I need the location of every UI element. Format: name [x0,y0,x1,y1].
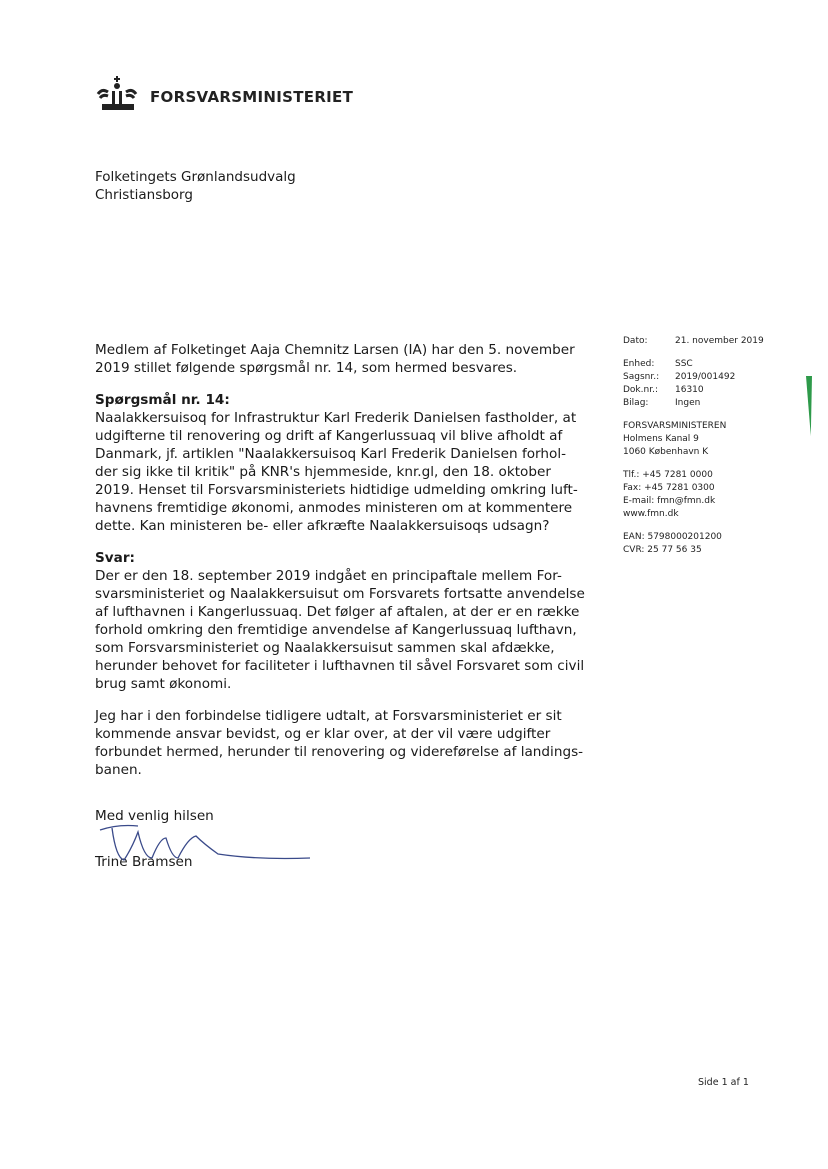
sender-address [623,420,764,459]
cvr-number: CVR: 25 77 56 35 [623,545,702,555]
crown-logo-icon [94,76,142,112]
page-number: Side 1 af 1 [698,1077,749,1088]
meta-row [623,384,764,397]
question-line: udgifterne til renovering og drift af Kangerlussuaq vil blive afholdt af [95,428,563,444]
question-heading: Spørgsmål nr. 14: [95,392,230,408]
intro-line: 2019 stillet følgende spørgsmål nr. 14, som hermed besvares. [95,360,518,376]
identifiers [623,531,764,557]
question-line: 2019. Henset til Forsvarsministeriets hidtidige udmelding omkring luft- [95,482,578,498]
answer-heading: Svar: [95,550,135,566]
letterhead [94,76,353,112]
recipient-line: Folketingets Grønlandsudvalg [95,169,296,185]
letter-metadata [623,335,764,567]
date-label: Dato: [623,336,648,346]
meta-row [623,397,764,410]
date-row [623,335,764,348]
answer-line: som Forsvarsministeriet og Naalakkersuisut sammen skal afdække, [95,640,555,656]
answer-line: brug samt økonomi. [95,676,232,692]
letter-body [95,341,595,779]
ean-number: EAN: 5798000201200 [623,532,722,542]
address-line: FORSVARSMINISTEREN [623,421,727,431]
meta-row [623,358,764,371]
intro-line: Medlem af Folketinget Aaja Chemnitz Larsen (IA) har den 5. november [95,342,575,358]
answer-line: forbundet hermed, herunder til renovering og videreførelse af landings- [95,744,584,760]
meta-value: 2019/001492 [675,372,736,382]
phone: Tlf.: +45 7281 0000 [623,470,713,480]
meta-label: Dok.nr.: [623,385,658,395]
fax: Fax: +45 7281 0300 [623,483,715,493]
meta-value: 16310 [675,385,704,395]
address-line: 1060 København K [623,447,709,457]
recipient-line: Christiansborg [95,187,193,203]
address-line: Holmens Kanal 9 [623,434,699,444]
scan-mark [806,376,812,436]
signatory-name: Trine Bramsen [95,854,193,870]
answer-line: banen. [95,762,142,778]
answer-line: Jeg har i den forbindelse tidligere udtalt, at Forsvarsministeriet er sit [95,708,562,724]
answer-line: svarsministeriet og Naalakkersuisut om Forsvarets fortsatte anvendelse [95,586,585,602]
question-line: havnens fremtidige økonomi, anmodes ministeren om at kommentere [95,500,573,516]
question-line: der sig ikke til kritik" på KNR's hjemmeside, knr.gl, den 18. oktober [95,464,551,480]
question-line: Naalakkersuisoq for Infrastruktur Karl Frederik Danielsen fastholder, at [95,410,577,426]
date-value: 21. november 2019 [675,336,764,346]
contact-info [623,469,764,521]
closing-greeting: Med venlig hilsen [95,808,214,824]
website: www.fmn.dk [623,509,679,519]
meta-label: Enhed: [623,359,655,369]
meta-label: Sagsnr.: [623,372,660,382]
meta-label: Bilag: [623,398,649,408]
recipient-address [95,168,296,204]
meta-row [623,371,764,384]
question-line: dette. Kan ministeren be- eller afkræfte Naalakkersuisoqs udsagn? [95,518,550,534]
answer-line: af lufthavnen i Kangerlussuaq. Det følger af aftalen, at der er en række [95,604,580,620]
meta-value: SSC [675,359,693,369]
question-line: Danmark, jf. artiklen "Naalakkersuisoq Karl Frederik Danielsen forhol- [95,446,567,462]
email: E-mail: fmn@fmn.dk [623,496,716,506]
answer-line: kommende ansvar bevidst, og er klar over, at der vil være udgifter [95,726,551,742]
answer-line: forhold omkring den fremtidige anvendelse af Kangerlussuaq lufthavn, [95,622,577,638]
org-name: FORSVARSMINISTERIET [150,88,354,106]
answer-line: Der er den 18. september 2019 indgået en principaftale mellem For- [95,568,562,584]
meta-value: Ingen [675,398,701,408]
handwritten-signature [98,818,318,878]
answer-line: herunder behovet for faciliteter i lufthavnen til såvel Forsvaret som civil [95,658,585,674]
